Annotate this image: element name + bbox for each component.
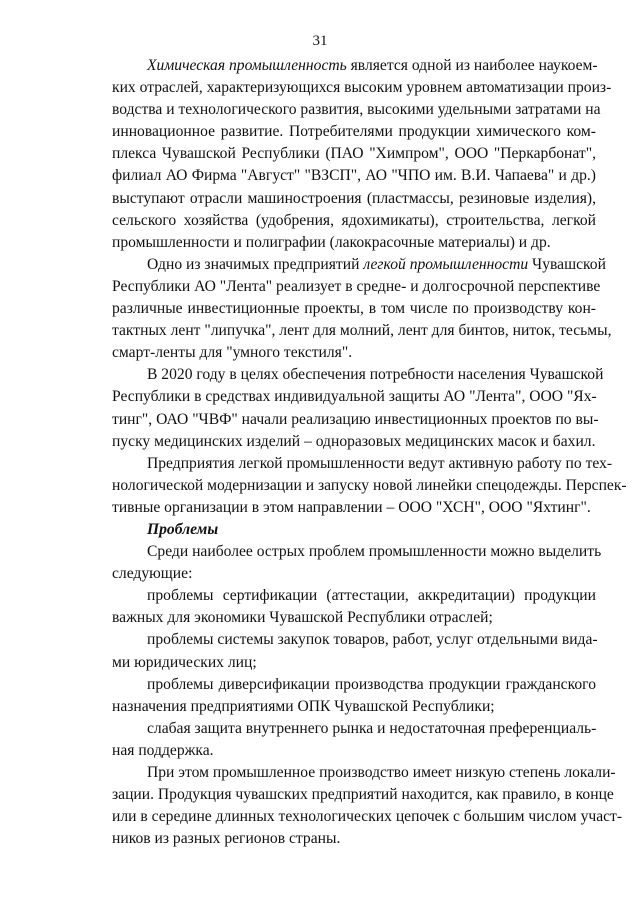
- text-line: [112, 298, 596, 320]
- line-text: ких отраслей, характеризующихся высоким уровнем автоматизации произ-: [112, 79, 612, 97]
- text-line: [112, 342, 596, 364]
- text-line: [112, 453, 613, 475]
- text-line: [112, 475, 627, 497]
- line-text: тивные организации в этом направлении – ООО "ХСН", ООО "Яхтинг".: [112, 498, 591, 516]
- line-text: различные инвестиционные проекты, в том числе по производству кон-: [112, 300, 596, 318]
- text-line: [112, 165, 596, 187]
- text-line: [112, 541, 602, 563]
- text-line: [112, 143, 596, 165]
- text-line: [112, 210, 596, 232]
- text-line: [112, 232, 596, 254]
- document-body: [112, 55, 627, 850]
- text-line: [112, 718, 596, 740]
- line-text: проблемы сертификации (аттестации, аккредитации) продукции: [147, 587, 596, 605]
- text-line: [112, 77, 612, 99]
- line-text: зации. Продукция чувашских предприятий находится, как правило, в конце: [112, 786, 614, 804]
- line-text: выступают отрасли машиностроения (пластмассы, резиновые изделия),: [112, 189, 596, 207]
- text-line: [112, 806, 623, 828]
- text-line: [112, 254, 606, 276]
- line-text: важных для экономики Чувашской Республики отраслей;: [112, 609, 493, 627]
- line-text: тактных лент "липучка", лент для молний, лент для бинтов, ниток, тесьмы,: [112, 322, 612, 340]
- line-text: смарт-ленты для "умного текстиля".: [112, 344, 353, 362]
- text-line: [112, 828, 596, 850]
- text-line: [112, 431, 596, 453]
- text-line: [112, 585, 596, 607]
- line-text: слабая защита внутреннего рынка и недостаточная преференциаль-: [147, 719, 597, 737]
- emphasis-text: Химическая промышленность: [147, 57, 347, 74]
- line-text: Проблемы: [147, 520, 219, 538]
- line-text: инновационное развитие. Потребителями продукции химического ком-: [112, 123, 596, 141]
- line-text: Республики АО "Лента" реализует в средне- и долгосрочной перспективе: [112, 277, 601, 295]
- text-line: [112, 696, 596, 718]
- line-text: проблемы системы закупок товаров, работ, услуг отдельными вида-: [147, 631, 598, 649]
- text-line: [112, 409, 599, 431]
- text-line: [112, 784, 614, 806]
- text-line: [112, 55, 596, 77]
- line-text: филиал АО Фирма "Август" "ВЗСП", АО "ЧПО им. В.И. Чапаева" и др.): [112, 167, 596, 185]
- text-line: [112, 762, 616, 784]
- text-line: [112, 497, 596, 519]
- line-text: или в середине длинных технологических цепочек с большим числом участ-: [112, 808, 623, 826]
- line-text: ников из разных регионов страны.: [112, 830, 341, 848]
- line-text: нологической модернизации и запуску новой линейки спецодежды. Перспек-: [112, 476, 627, 494]
- line-text: В 2020 году в целях обеспечения потребности населения Чувашской: [147, 366, 604, 384]
- text-line: [112, 629, 596, 651]
- section-heading: [112, 519, 596, 541]
- line-text: ная поддержка.: [112, 741, 214, 759]
- line-text: Республики в средствах индивидуальной защиты АО "Лента", ООО "Ях-: [112, 388, 597, 406]
- line-text: Предприятия легкой промышленности ведут активную работу по тех-: [147, 454, 613, 472]
- line-text: является одной из наиболее наукоем-: [346, 57, 598, 74]
- line-text: проблемы диверсификации производства продукции гражданского: [147, 675, 596, 693]
- text-line: [112, 563, 596, 585]
- emphasis-text: легкой промышленности: [363, 255, 529, 273]
- text-line: [112, 652, 596, 674]
- line-text: тинг", ОАО "ЧВФ" начали реализацию инвестиционных проектов по вы-: [112, 410, 599, 428]
- text-line: [112, 121, 596, 143]
- line-text: пуску медицинских изделий – одноразовых медицинских масок и бахил.: [112, 432, 596, 450]
- line-text: назначения предприятиями ОПК Чувашской Республики;: [112, 697, 495, 715]
- text-line: [112, 740, 596, 762]
- text-line: [112, 320, 612, 342]
- text-line: [112, 276, 601, 298]
- text-line: [112, 99, 601, 121]
- line-text: плекса Чувашской Республики (ПАО "Химпром", ООО "Перкарбонат",: [112, 145, 596, 163]
- text-line: [112, 188, 596, 210]
- line-text: Одно из значимых предприятий: [147, 255, 364, 273]
- text-line: [112, 674, 596, 696]
- line-text: Чувашской: [528, 255, 606, 273]
- line-text: При этом промышленное производство имеет низкую степень локали-: [147, 764, 616, 781]
- line-text: ми юридических лиц;: [112, 653, 257, 671]
- line-text: следующие:: [112, 565, 193, 583]
- line-text: промышленности и полиграфии (лакокрасочные материалы) и др.: [112, 233, 551, 251]
- line-text: водства и технологического развития, высокими удельными затратами на: [112, 101, 601, 119]
- text-line: [112, 364, 604, 386]
- text-line: [112, 607, 596, 629]
- page-number: 31: [312, 33, 328, 49]
- text-line: [112, 386, 596, 408]
- line-text: сельского хозяйства (удобрения, ядохимикаты), строительства, легкой: [112, 211, 596, 229]
- line-text: Среди наиболее острых проблем промышленности можно выделить: [147, 543, 602, 561]
